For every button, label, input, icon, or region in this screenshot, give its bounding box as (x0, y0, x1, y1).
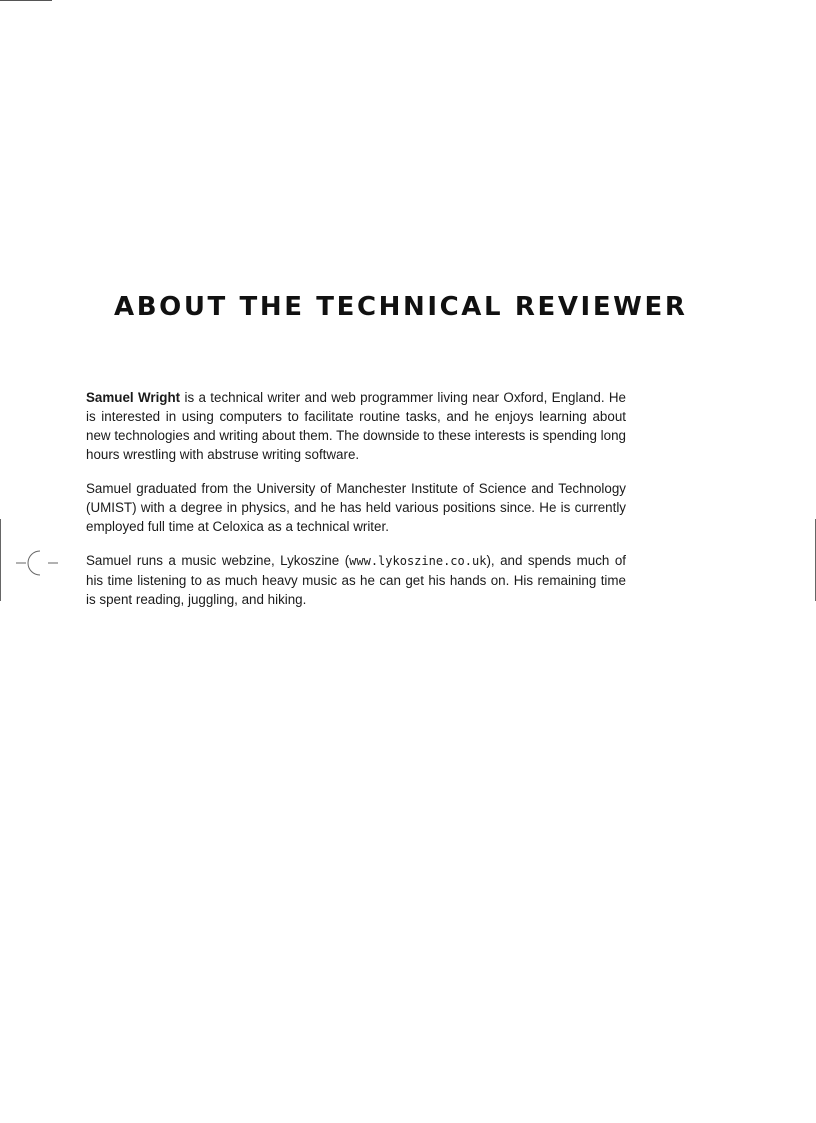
webzine-url: www.lykoszine.co.uk (349, 554, 487, 568)
bio-paragraph-3-before: Samuel runs a music webzine, Lykoszine ( (86, 553, 350, 568)
bio-paragraph-1-text: is a technical writer and web programmer living near Oxford, England. He is interested in using computers to facilitate routine tasks, and he enjoys learning about new technologies and writing about them. The downside to these interests is spending long hours wrestling with abstruse writing software. (86, 390, 626, 462)
bio-paragraph-3-after: ), and spends much of his time listening to as much heavy music as he can get his hands on. His remaining time is spent reading, juggling, and hiking. (86, 553, 627, 607)
reviewer-name: Samuel Wright (86, 390, 181, 405)
bio-paragraph-3 (86, 551, 626, 609)
registration-line-left (0, 519, 1, 601)
page-title: ABOUT THE TECHNICAL REVIEWER (114, 292, 688, 322)
crop-mark-top (0, 0, 52, 1)
reviewer-bio (86, 388, 626, 624)
bio-paragraph-2: Samuel graduated from the University of Manchester Institute of Science and Technology (UMIST) with a degree in physics, and he has held various positions since. He is currently employed full time at Celoxica as a technical writer. (86, 481, 626, 534)
bio-paragraph-1 (86, 388, 626, 464)
registration-mark-icon (16, 549, 58, 577)
